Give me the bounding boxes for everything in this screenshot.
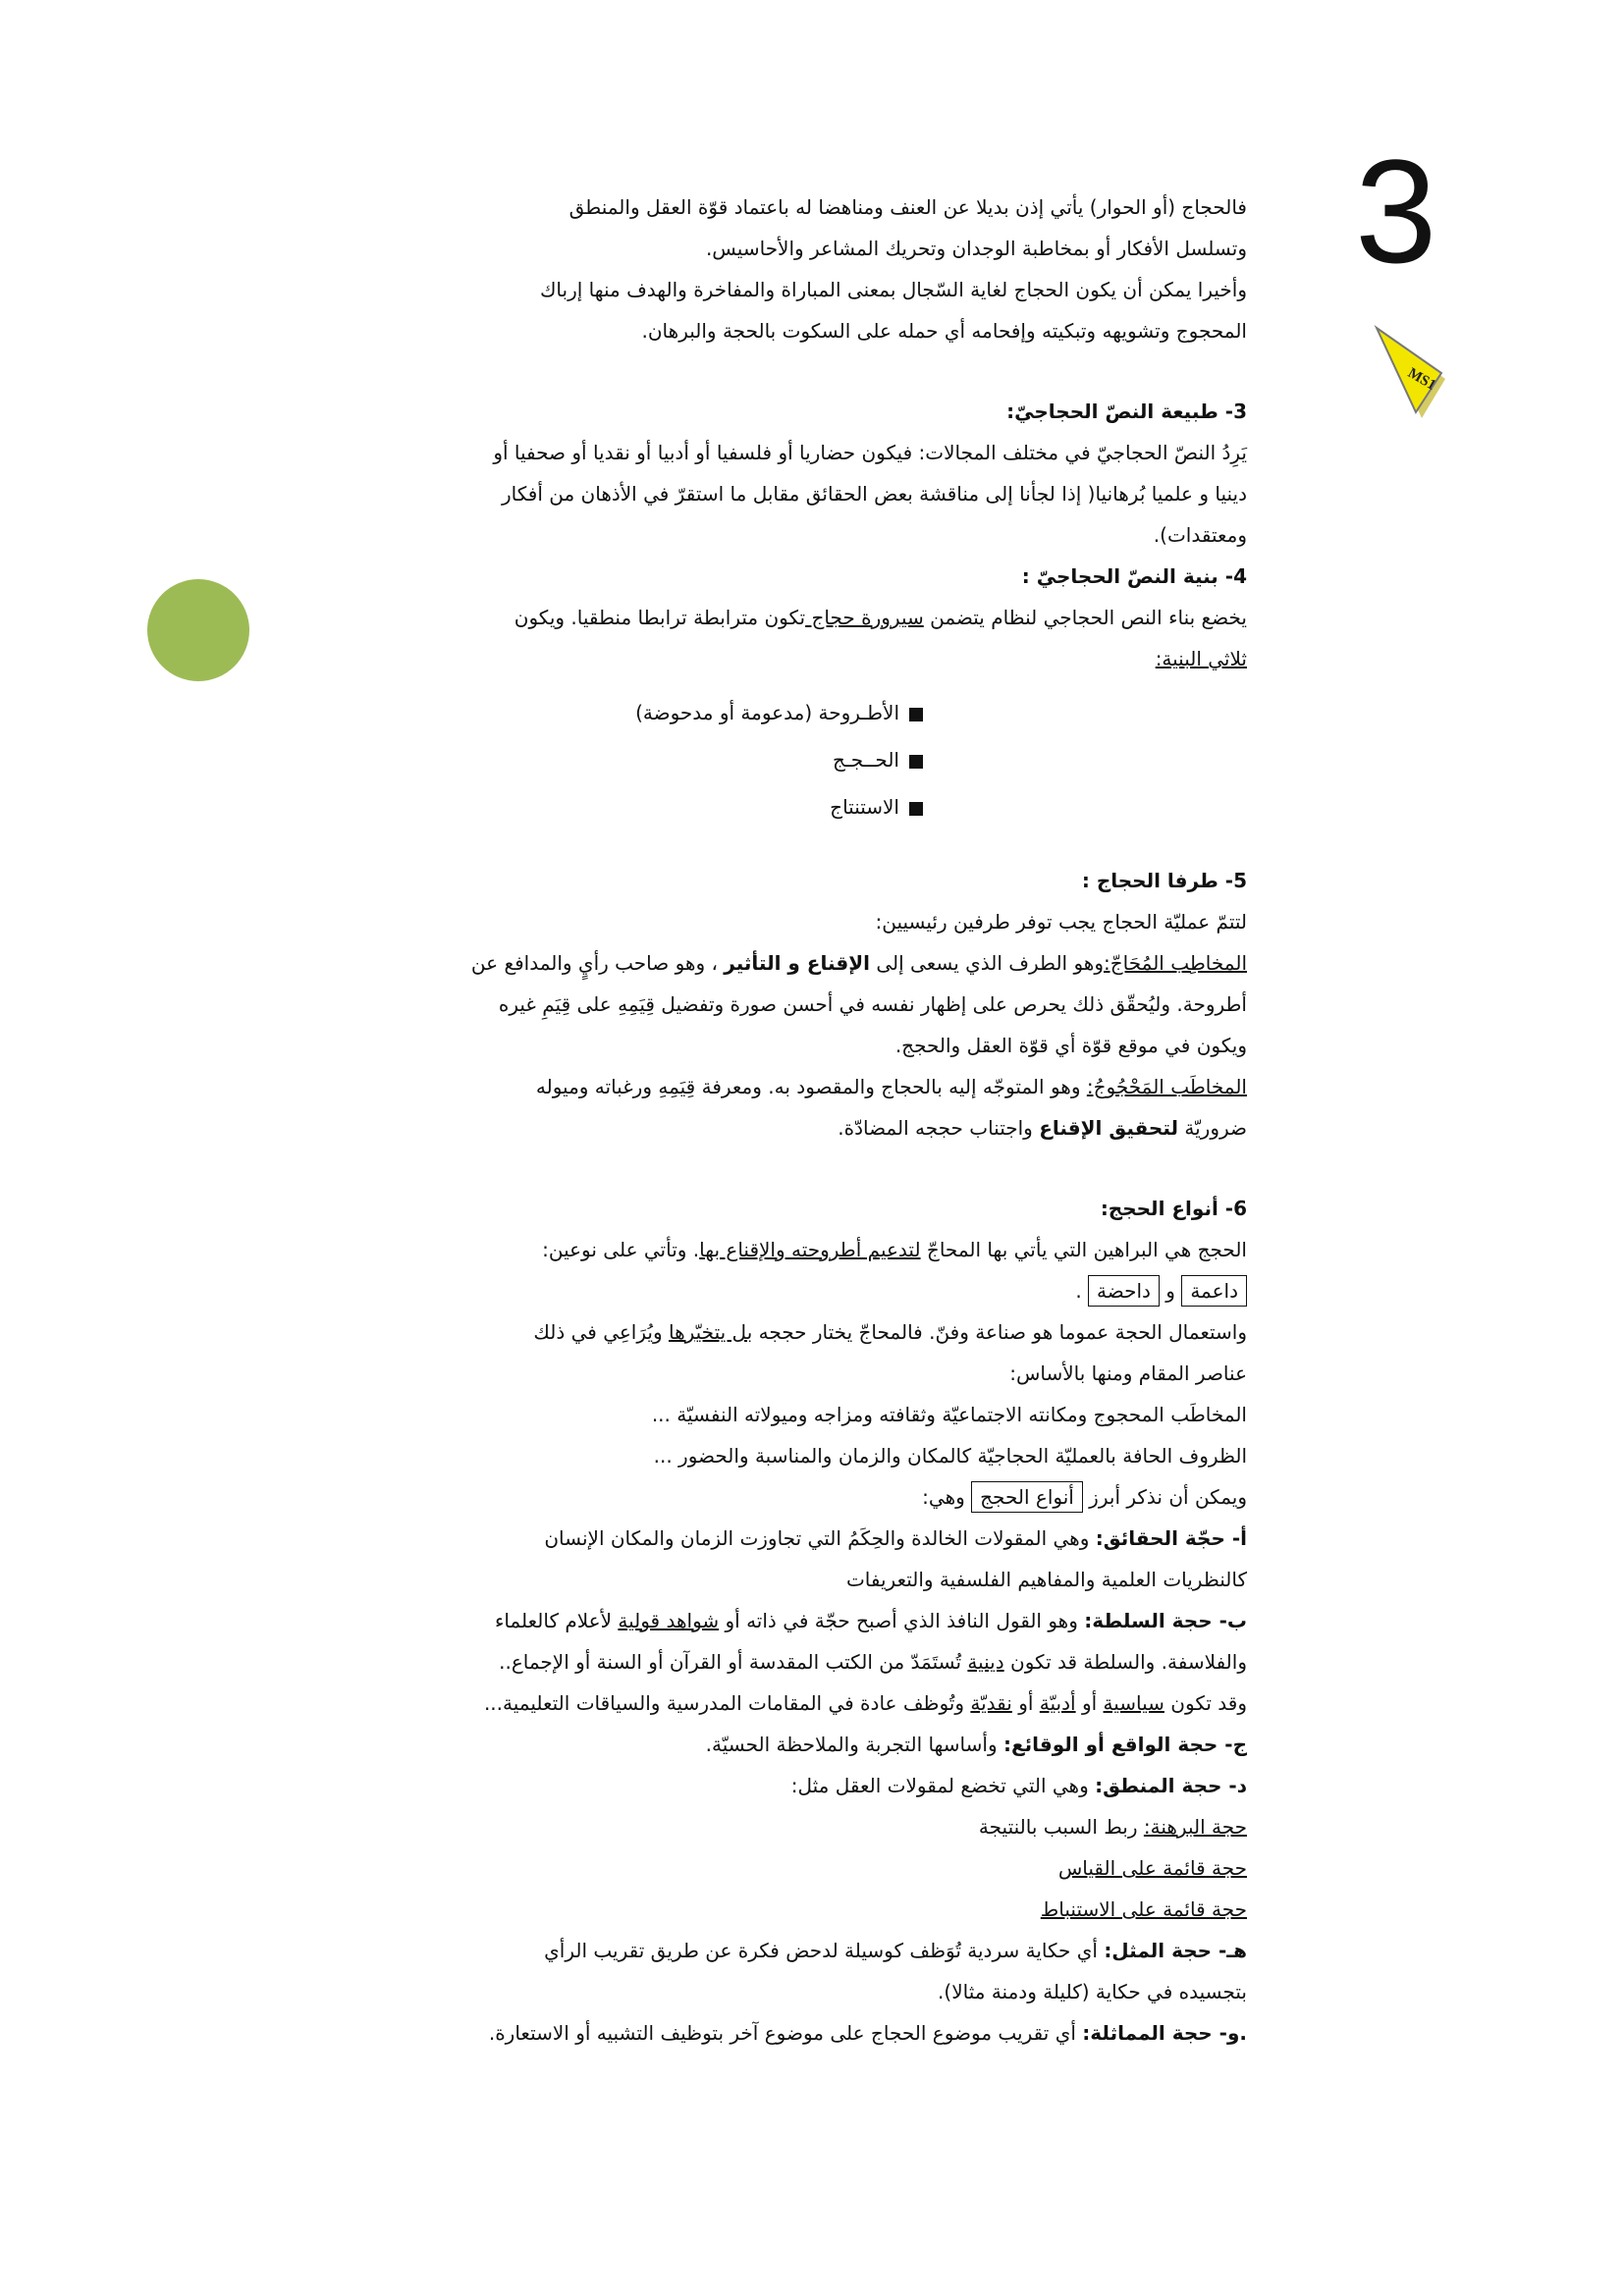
section-5-line: أطروحة. وليُحقّق ذلك يحرص على إظهار نفسه في أحسن صورة وتفضيل قِيَمِهِ على قِيَمِ غيره [498, 992, 1247, 1016]
section-5-line: ويكون في موقع قوّة أي قوّة العقل والحجج. [894, 1034, 1247, 1057]
badge-label: MS1 [1405, 365, 1438, 394]
boxed-term: داحضة [1088, 1275, 1160, 1307]
section-6-line: الظروف الحافة بالعمليّة الحجاجيّة كالمكان والزمان والمناسبة والحضور ... [653, 1444, 1247, 1468]
section-5-title: 5- طرفا الحجاج : [1081, 869, 1247, 892]
argument-type-e: هـ- حجة المثل: أي حكاية سردية تُوَظف كوسيلة لدحض فكرة عن طريق تقريب الرأي [544, 1939, 1247, 1962]
boxed-term: أنواع الحجج [971, 1481, 1083, 1513]
section-5-line: ضروريّة لتحقيق الإقناع واجتناب حججه المضادّة. [838, 1116, 1247, 1140]
argument-type-d: د- حجة المنطق: وهي التي تخضع لمقولات العقل مثل: [790, 1774, 1247, 1797]
argument-type-b-line: والفلاسفة. والسلطة قد تكون دينية تُستَمَدّ من الكتب المقدسة أو القرآن أو السنة أو الإجماع.. [499, 1650, 1247, 1674]
intro-line: فالحجاج (أو الحوار) يأتي إذن بديلا عن العنف ومناهضا له باعتماد قوّة العقل والمنطق [568, 195, 1247, 219]
argument-type-e-line: بتجسيده في حكاية (كليلة ودمنة مثالا). [938, 1980, 1247, 2003]
argument-type-a: أ- حجّة الحقائق: وهي المقولات الخالدة والحِكَمُ التي تجاوزت الزمان والمكان الإنسان [544, 1526, 1247, 1550]
section-4-line: يخضع بناء النص الحجاجي لنظام يتضمن سيرورة حجاج تكون مترابطة ترابطا منطقيا. ويكون [514, 606, 1247, 629]
square-bullet-icon [909, 708, 923, 721]
intro-line: وأخيرا يمكن أن يكون الحجاج لغاية السّجال بمعنى المباراة والمفاخرة والهدف منها إرباك [539, 278, 1247, 301]
decorative-dot [147, 579, 249, 681]
section-6-line: عناصر المقام ومنها بالأساس: [1009, 1362, 1247, 1385]
logic-subtype: حجة البرهنة: ربط السبب بالنتيجة [978, 1815, 1247, 1839]
square-bullet-icon [909, 755, 923, 769]
section-6-line: ويمكن أن نذكر أبرز أنواع الحجج وهي: [393, 1476, 1247, 1518]
square-bullet-icon [909, 802, 923, 816]
structure-list [393, 689, 1247, 830]
section-3-line: دينيا و علميا بُرهانيا( إذا لجأنا إلى مناقشة بعض الحقائق مقابل ما استقرّ في الأذهان من أفكار [501, 482, 1247, 506]
section-3-title: 3- طبيعة النصّ الحجاجيّ: [1006, 400, 1247, 423]
intro-line: وتسلسل الأفكار أو بمخاطبة الوجدان وتحريك المشاعر والأحاسيس. [705, 237, 1247, 260]
section-4-title: 4- بنية النصّ الحجاجيّ : [1021, 564, 1247, 588]
argument-type-f: .و- حجة المماثلة: أي تقريب موضوع الحجاج على موضوع آخر بتوظيف التشبيه أو الاستعارة. [488, 2021, 1247, 2045]
section-3-line: ومعتقدات). [1153, 523, 1247, 547]
page-number: 3 [1355, 129, 1437, 294]
section-6-types: داعمة و داحضة . [393, 1270, 1247, 1311]
section-5-line: المخاطَب المَحْجُوجُ: وهو المتوجّه إليه بالحجاج والمقصود به. ومعرفة قِيَمِهِ ورغباته وميوله [535, 1075, 1247, 1098]
argument-type-c: ج- حجة الواقع أو الوقائع: وأساسها التجربة والملاحظة الحسيّة. [705, 1733, 1247, 1756]
section-6-line: واستعمال الحجة عموما هو صناعة وفنّ. فالمحاجّ يختار حججه بل يتخيّرها ويُرَاعِي في ذلك [533, 1320, 1247, 1344]
list-item: الأطـروحة (مدعومة أو مدحوضة) [393, 689, 1247, 736]
list-item: الاستنتاج [393, 783, 1247, 830]
section-6-title: 6- أنواع الحجج: [1100, 1197, 1247, 1220]
section-5-intro: لتتمّ عمليّة الحجاج يجب توفر طرفين رئيسيين: [875, 910, 1247, 934]
section-3-line: يَرِدُ النصّ الحجاجيّ في مختلف المجالات: فيكون حضاريا أو فلسفيا أو أدبيا أو نقديا أو صحفيا أو [493, 441, 1247, 464]
section-6-line: الحجج هي البراهين التي يأتي بها المحاجّ لتدعيم أطروحته والإقناع بها. وتأتي على نوعين: [542, 1238, 1247, 1261]
section-5-line: المخاطِب المُحَاجّ:وهو الطرف الذي يسعى إلى الإقناع و التأثير ، وهو صاحب رأيٍ والمدافع عن [470, 951, 1247, 975]
document-body [393, 187, 1247, 2054]
boxed-term: داعمة [1181, 1275, 1247, 1307]
argument-type-b: ب- حجة السلطة: وهو القول النافذ الذي أصبح حجّة في ذاته أو شواهد قولية لأعلام كالعلماء [494, 1609, 1247, 1632]
intro-line: المحجوج وتشويهه وتبكيته وإفحامه أي حمله على السكوت بالحجة والبرهان. [641, 319, 1247, 343]
argument-type-b-line: وقد تكون سياسية أو أدبيّة أو نقديّة وتُوظف عادة في المقامات المدرسية والسياقات التعليمية... [483, 1691, 1247, 1715]
logic-subtype: حجة قائمة على الاستنباط [1040, 1897, 1247, 1921]
section-6-line: المخاطَب المحجوج ومكانته الاجتماعيّة وثقافته ومزاجه وميولاته النفسيّة ... [651, 1403, 1247, 1426]
ms1-badge-icon [1363, 324, 1451, 422]
argument-type-a-line: كالنظريات العلمية والمفاهيم الفلسفية والتعريفات [845, 1568, 1247, 1591]
logic-subtype: حجة قائمة على القياس [1057, 1856, 1247, 1880]
list-item: الحــجـج [393, 736, 1247, 783]
section-4-structure-label: ثلاثي البنية: [1155, 647, 1247, 670]
